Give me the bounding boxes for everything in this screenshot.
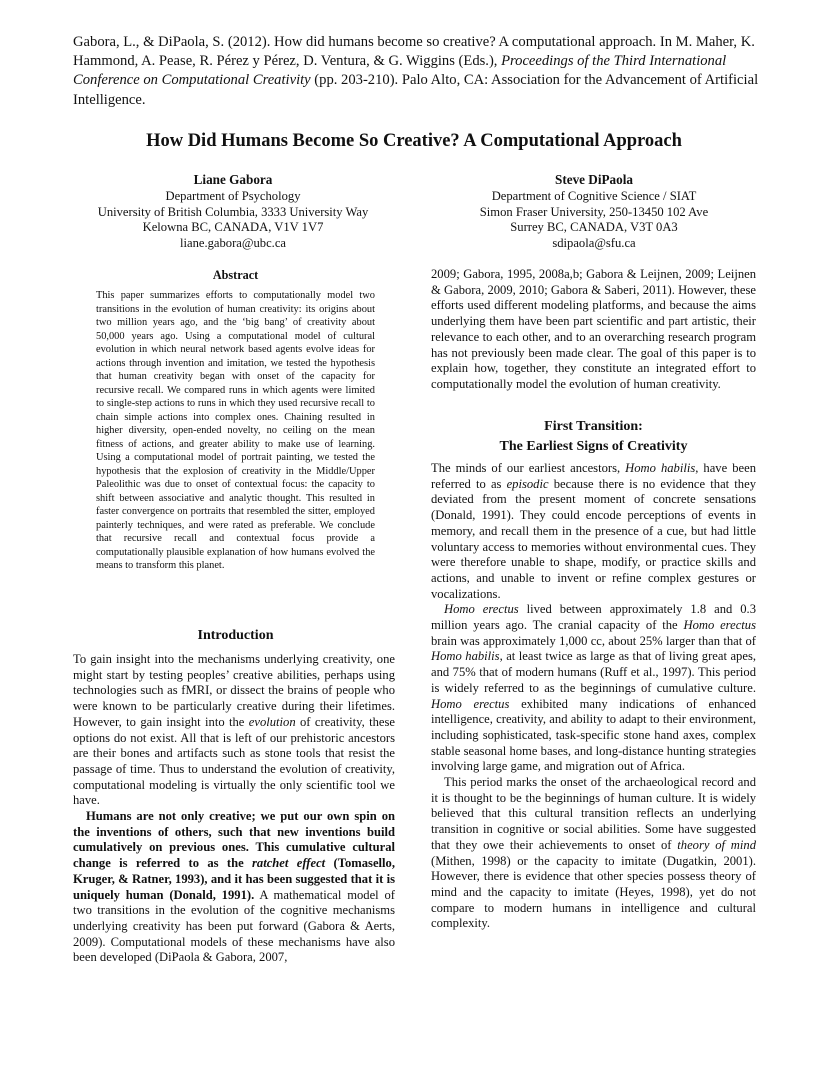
author-city: Surrey BC, CANADA, V3T 0A3 — [510, 220, 678, 235]
heading-line: First Transition: — [544, 419, 643, 434]
citation — [73, 33, 763, 110]
citation-text: Gabora, L., & DiPaola, S. (2012). How did humans become so creative? A computational approach. In M. Maher, K. Hammond, A. Pease, R. Pérez y Pérez, D. Ventura, & G. Wiggins (Eds.), — [73, 34, 755, 70]
text-run-italic: Homo erectus — [431, 696, 510, 711]
text-run-italic: Homo erectus — [444, 602, 519, 617]
author-name: Steve DiPaola — [554, 172, 633, 187]
author-email: sdipaola@sfu.ca — [552, 236, 636, 251]
text-run: brain was approximately 1,000 cc, about 25% larger than that of — [431, 633, 756, 648]
citation-venue: Proceedings of the Third International Conference on Computational Creativity — [73, 53, 727, 89]
author-city: Kelowna BC, CANADA, V1V 1V7 — [142, 220, 324, 235]
text-run: (Mithen, 1998) or the capacity to imitate (Dugatkin, 2001). However, there is evidence that other species possess theory of mind and the capacity to imitate (Heyes, 1998), yet do not compare to modern humans in intelligence and cultural complexity. — [431, 853, 756, 931]
author-name: Liane Gabora — [193, 172, 273, 187]
paragraph — [73, 809, 395, 966]
text-run: of creativity, these options do not exist. All that is left of our prehistoric ancestors are their bones and artifacts such as stone tools that resist the passage of time. Thus to understand the evolution of creativity, computational modeling is virtually the only scientific tool we have. — [73, 714, 395, 808]
paragraph — [431, 775, 756, 932]
author-block-2 — [430, 172, 758, 252]
paragraph — [431, 602, 756, 775]
citation-pages: (pp. 203-210). Palo Alto, CA: Association for the Advancement of Artificial Intelligence. — [73, 72, 759, 108]
text-run: A mathematical model of two transitions in the evolution of the cognitive mechanisms underlying creativity has been put forward (Gabora & Aerts, 2009). Computational models of these mechanisms have also been developed (DiPaola & Gabora, 2007, — [73, 887, 395, 965]
text-run-italic: evolution — [248, 714, 296, 729]
text-run: To gain insight into the mechanisms underlying creativity, one might start by testing peoples’ creative abilities, perhaps using technologies such as fMRI, or dissect the brains of people who were known to be particularly creative during their lifetimes. However, to gain insight into the — [73, 652, 395, 729]
author-institution: Simon Fraser University, 250-13450 102 Ave — [479, 204, 709, 219]
text-run-italic: Homo habilis — [625, 461, 696, 475]
author-department: Department of Psychology — [165, 188, 301, 203]
introduction-heading: Introduction — [197, 628, 274, 643]
author-block-1 — [73, 172, 393, 252]
text-run-italic: Homo habilis — [431, 649, 500, 664]
paper-title: How Did Humans Become So Creative? A Computational Approach — [146, 131, 682, 151]
first-transition-heading — [431, 417, 756, 457]
heading-line: The Earliest Signs of Creativity — [499, 439, 688, 454]
text-run: exhibited many indications of enhanced intelligence, creativity, and ability to adapt to their environment, including sophisticated, task-specific stone hand axes, complex stable seasonal home bases, and long-distance hunting strategies involving large game, and migration out of Africa. — [431, 696, 756, 774]
text-run-italic: episodic — [506, 476, 549, 491]
paragraph — [73, 652, 395, 809]
text-run: , have been referred to as — [431, 461, 756, 491]
text-run: , at least twice as large as that of living great apes, and 75% that of modern humans (Ruff et al., 1997). This period is widely referred to as the beginnings of cumulative culture. — [431, 649, 756, 695]
text-run: because there is no evidence that they deviated from the present moment of concrete sensations (Donald, 1991). They could encode perceptions of events in memory, and recall them in the presence of a cue, but had little voluntary access to memories without environmental cues. They were therefore unable to shape, modify, or practice skills and actions, and unable to invent or refine complex gestures or vocalizations. — [431, 476, 756, 601]
author-department: Department of Cognitive Science / SIAT — [491, 188, 697, 203]
abstract-heading: Abstract — [212, 268, 259, 282]
paragraph — [431, 461, 756, 602]
text-run-italic: Homo erectus — [683, 618, 756, 633]
text-run: lived between approximately 1.8 and 0.3 million years ago. The cranial capacity of the — [431, 602, 756, 633]
introduction-body — [73, 652, 395, 966]
text-run: The minds of our earliest ancestors, — [431, 461, 626, 475]
text-run: This period marks the onset of the archaeological record and it is thought to be the beginnings of human culture. It is widely believed that this cultural transition reflects an underlying transition in cognitive or social abilities. Some have suggested that they owe their achievements to onset of — [431, 775, 756, 852]
first-transition-body — [431, 461, 756, 932]
text-run-italic: theory of mind — [677, 837, 756, 852]
author-email: liane.gabora@ubc.ca — [180, 236, 286, 251]
author-institution: University of British Columbia, 3333 University Way — [97, 204, 369, 219]
text-run-bold: Humans are not only creative; we put our own spin on the inventions of others, such that new inventions build cumulatively on previous ones. This cumulative cultural change is referred to as the — [73, 809, 395, 871]
text-run-bold: (Tomasello, Kruger, & Ratner, 1993), and it has been suggested that it is uniquely human (Donald, 1991). — [73, 856, 395, 902]
column-2-continuation: 2009; Gabora, 1995, 2008a,b; Gabora & Leijnen, 2009; Leijnen & Gabora, 2009, 2010; Gabora & Saberi, 2011). However, these efforts used different modeling platforms, and because the aims underlying them have been part scientific and part artistic, their relevance to each other, and to an overarching research program has not previously been made clear. The goal of this paper is to explain how, together, they constitute an integrated effort to computationally model the evolution of human creativity. — [431, 267, 756, 391]
abstract-text: This paper summarizes efforts to computationally model two transitions in the evolution of human creativity: its origins about two million years ago, and the ‘big bang’ of creativity about 50,000 years ago. Using a computational model of cultural evolution in which neural network based agents evolve ideas for actions through invention and imitation, we tested the hypothesis that human creativity began with onset of the capacity for recursive recall. We compared runs in which agents were limited to single-step actions to runs in which they used recursive recall to chain simple actions into complex ones. Chaining resulted in higher diversity, open-ended novelty, no ceiling on the mean fitness of actions, and greater ability to make use of learning. Using a computational model of portrait painting, we tested the hypothesis that the explosion of creativity in the Middle/Upper Paleolithic was due to onset of contextual focus: the capacity to shift between associative and analytic thought. This resulted in faster convergence on portraits that resembled the sitter, employed painterly techniques, and were rated as preferable. We conclude that recursive recall and contextual focus provide a computationally plausible explanation of how humans evolved the means to transform this planet. — [96, 290, 375, 571]
text-run-bold-italic: ratchet effect — [252, 856, 326, 871]
